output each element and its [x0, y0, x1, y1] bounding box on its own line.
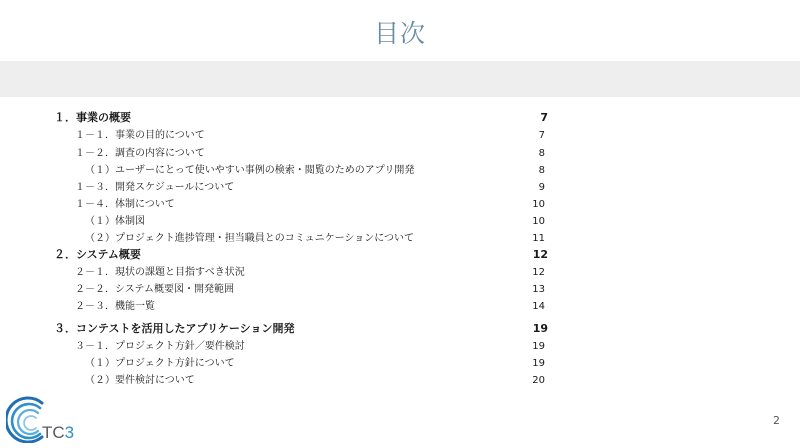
toc-entry-page: 19	[532, 322, 548, 335]
page-number: 2	[773, 414, 780, 427]
toc-entry-page: 12	[532, 248, 548, 261]
toc-entry-label: （１）プロジェクト方針について	[85, 358, 235, 369]
toc-entry-page: 7	[540, 111, 548, 124]
toc-entry-label: ３．コンテストを活用したアプリケーション開発	[54, 322, 295, 335]
toc-entry-label: １－３．開発スケジュールについて	[75, 182, 235, 193]
toc-entry-page: 20	[532, 375, 545, 386]
toc-entry-label: ２－２．システム概要図・開発範囲	[75, 284, 234, 295]
toc-entry	[0, 281, 800, 299]
toc-entry-label: （１）体制図	[85, 216, 145, 227]
toc-entry	[0, 372, 800, 390]
toc-entry	[0, 162, 800, 180]
toc-entry-label: ２．システム概要	[54, 248, 141, 261]
toc-entry-label: （２）プロジェクト進捗管理・担当職員とのコミュニケーションについて	[85, 233, 414, 244]
toc-entry	[0, 355, 800, 373]
logo-text-accent: 3	[64, 423, 75, 442]
toc-entry	[0, 320, 800, 338]
toc-entry-page: 10	[532, 199, 545, 210]
toc-entry	[0, 145, 800, 163]
toc-entry-page: 7	[538, 130, 545, 141]
toc-entry	[0, 338, 800, 356]
logo-text	[42, 423, 74, 443]
toc-entry-page: 10	[532, 216, 545, 227]
toc-entry-page: 19	[532, 358, 545, 369]
toc-entry-page: 11	[532, 233, 545, 244]
toc-entry-label: １－２．調査の内容について	[75, 148, 205, 159]
toc-entry-page: 12	[532, 267, 545, 278]
toc-entry-label: ２－３．機能一覧	[75, 301, 155, 312]
toc-entry	[0, 109, 800, 127]
toc-entry-label: （２）要件検討について	[85, 375, 195, 386]
toc-entry-label: ２－１．現状の課題と目指すべき状況	[75, 267, 245, 278]
toc-entry-page: 8	[538, 148, 545, 159]
toc-entry	[0, 179, 800, 197]
logo-text-main: TC	[42, 423, 65, 442]
toc-entry	[0, 264, 800, 282]
toc-entry	[0, 196, 800, 214]
toc-entry-page: 13	[532, 284, 545, 295]
toc-entry-page: 19	[532, 341, 545, 352]
toc-entry	[0, 213, 800, 231]
toc-entry-page: 9	[538, 182, 545, 193]
toc-entry	[0, 246, 800, 264]
toc-entry-label: １．事業の概要	[54, 111, 131, 124]
toc-entry-label: ３－１．プロジェクト方針／要件検討	[75, 341, 245, 352]
toc-entry-page: 8	[538, 165, 545, 176]
toc-entry-page: 14	[532, 301, 545, 312]
toc-entry-label: １－１．事業の目的について	[75, 130, 205, 141]
slide-title: 目次	[373, 19, 426, 48]
toc-entry-label: １－４．体制について	[75, 199, 175, 210]
toc-entry-label: （１）ユーザーにとって使いやすい事例の検索・閲覧のためのアプリ開発	[85, 165, 415, 176]
toc-entry	[0, 298, 800, 316]
toc-entry	[0, 127, 800, 145]
